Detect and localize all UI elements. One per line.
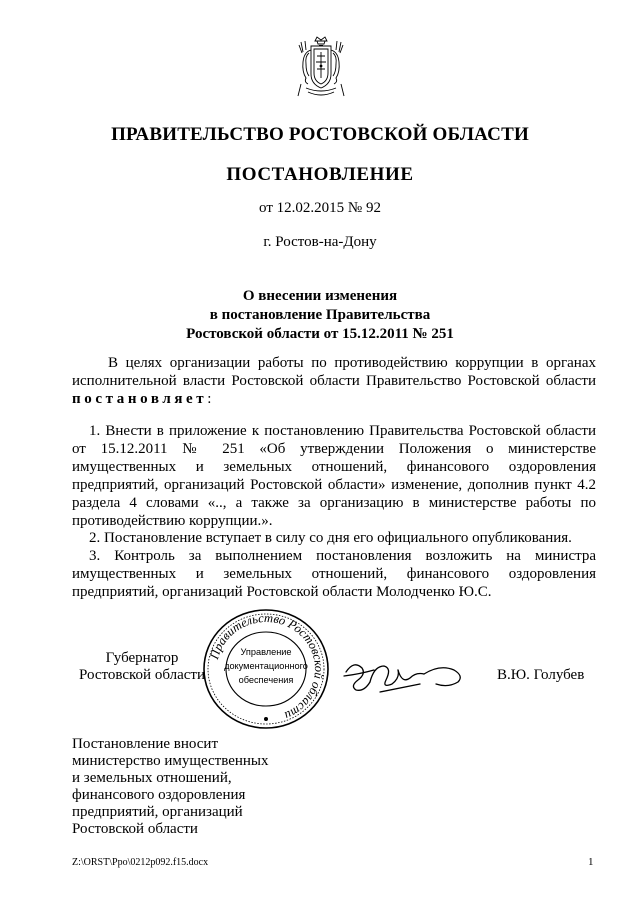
- page-number: 1: [588, 856, 594, 868]
- seal-center-line: Управление: [240, 647, 292, 657]
- introduced-by-line: министерство имущественных: [72, 753, 269, 769]
- subject-line: Ростовской области от 15.12.2011 № 251: [186, 326, 454, 342]
- item-3-paragraph: 3. Контроль за выполнением постановления возложить на министра имущественных и земельных отношений, финансового оздоровления предприятий, организаций Ростовской области Молодченко Ю.С.: [72, 548, 596, 600]
- item-1-paragraph: 1. Внести в приложение к постановлению Правительства Ростовской области от 15.12.2011 № 251 «Об утверждении Положения о министерстве имущественных и земельных отношений, финансового оздоровления предприятий, организаций Ростовской области» изменение, дополнив пункт 4.2 раздела 4 словами «.., а также за организацию в министерстве работы по противодействию коррупции.».: [72, 423, 596, 529]
- coat-of-arms-icon: [296, 36, 346, 100]
- organization-title: ПРАВИТЕЛЬСТВО РОСТОВСКОЙ ОБЛАСТИ: [111, 124, 529, 145]
- footer-file-path: Z:\ORST\Ppo\0212p092.f15.docx: [72, 857, 209, 868]
- item-2-paragraph: 2. Постановление вступает в силу со дня его официального опубликования.: [89, 530, 572, 546]
- seal-center-line: документационного: [224, 661, 308, 671]
- introduced-by-line: финансового оздоровления: [72, 787, 246, 803]
- handwritten-signature-icon: [340, 654, 470, 698]
- subject-line: О внесении изменения: [242, 288, 398, 304]
- decree-word: постановляет: [72, 391, 208, 407]
- document-type: ПОСТАНОВЛЕНИЕ: [226, 164, 414, 185]
- signatory-title: [72, 650, 212, 684]
- document-date-number: от 12.02.2015 № 92: [259, 200, 381, 216]
- document-city: г. Ростов-на-Дону: [263, 234, 377, 250]
- signatory-title-line: Губернатор: [105, 650, 179, 666]
- introduced-by-line: и земельных отношений,: [72, 770, 232, 786]
- introduced-by-line: Постановление вносит: [72, 736, 219, 752]
- seal-ring-text: Правительство Ростовской области: [207, 610, 327, 723]
- official-seal-icon: [202, 608, 330, 730]
- introduced-by-line: предприятий, организаций: [72, 804, 243, 820]
- document-subject: [0, 287, 640, 344]
- decree-colon: :: [207, 391, 212, 407]
- subject-line: в постановление Правительства: [209, 307, 431, 323]
- signatory-name: В.Ю. Голубев: [497, 667, 585, 683]
- introduced-by-line: Ростовской области: [72, 821, 198, 837]
- signatory-title-line: Ростовской области: [79, 667, 205, 683]
- preamble-text: В целях организации работы по противодействию коррупции в органах исполнительной власти Ростовской области Правительство Ростовской области: [72, 355, 596, 389]
- preamble-paragraph: [72, 354, 596, 408]
- seal-center-line: обеспечения: [238, 675, 294, 685]
- introduced-by-block: [72, 736, 292, 838]
